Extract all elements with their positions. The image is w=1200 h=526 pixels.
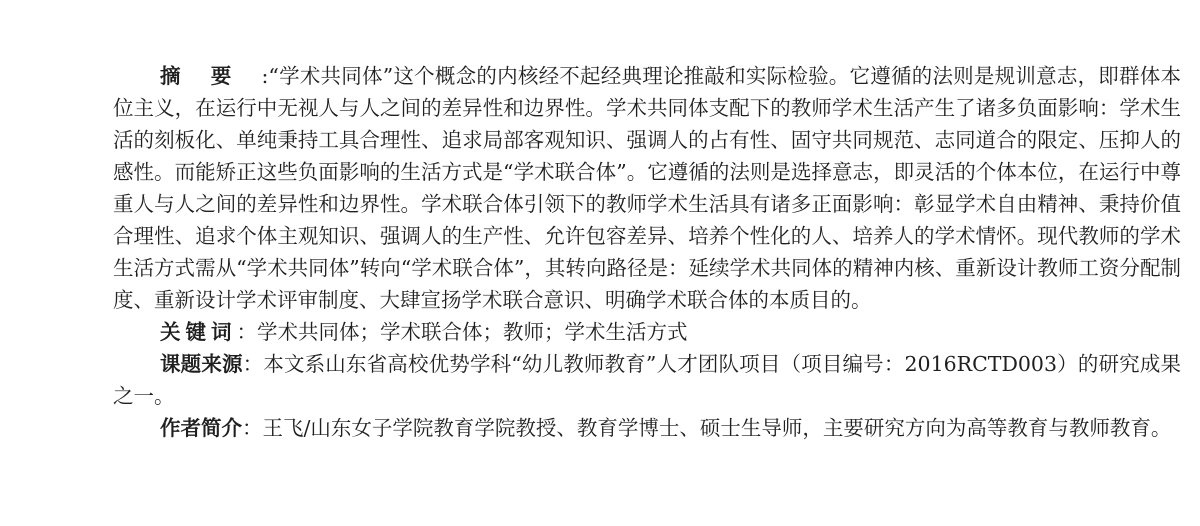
author-paragraph	[113, 412, 1181, 444]
abstract-text: :“学术共同体”这个概念的内核经不起经典理论推敲和实际检验。它遵循的法则是规训意志，即群体本位主义，在运行中无视人与人之间的差异性和边界性。学术共同体支配下的教师学术生活产生了诸多负面影响：学术生活的刻板化、单纯秉持工具合理性、追求局部客观知识、强调人的占有性、固守共同规范、志同道合的限定、压抑人的感性。而能矫正这些负面影响的生活方式是“学术联合体”。它遵循的法则是选择意志，即灵活的个体本位，在运行中尊重人与人之间的差异性和边界性。学术联合体引领下的教师学术生活具有诸多正面影响：彰显学术自由精神、秉持价值合理性、追求个体主观知识、强调人的生产性、允许包容差异、培养个性化的人、培养人的学术情怀。现代教师的学术生活方式需从“学术共同体”转向“学术联合体”，其转向路径是：延续学术共同体的精神内核、重新设计教师工资分配制度、重新设计学术评审制度、大肆宣扬学术联合意识、明确学术联合体的本质目的。	[113, 64, 1181, 312]
keywords-text: ：学术共同体；学术联合体；教师；学术生活方式	[236, 320, 688, 344]
abstract-label: 摘要	[160, 64, 262, 88]
author-label: 作者简介	[160, 416, 242, 440]
abstract-paragraph	[113, 60, 1181, 316]
paper-front-matter	[113, 60, 1181, 444]
funding-paragraph	[113, 348, 1181, 412]
author-text: ：王飞/山东女子学院教育学院教授、教育学博士、硕士生导师，主要研究方向为高等教育与教师教育。	[242, 416, 1172, 440]
funding-text: ：本文系山东省高校优势学科“幼儿教师教育”人才团队项目（项目编号：2016RCTD003）的研究成果之一。	[113, 352, 1181, 408]
funding-label: 课题来源	[160, 352, 243, 376]
keywords-label: 关键词	[160, 320, 237, 344]
keywords-paragraph	[113, 316, 1181, 348]
